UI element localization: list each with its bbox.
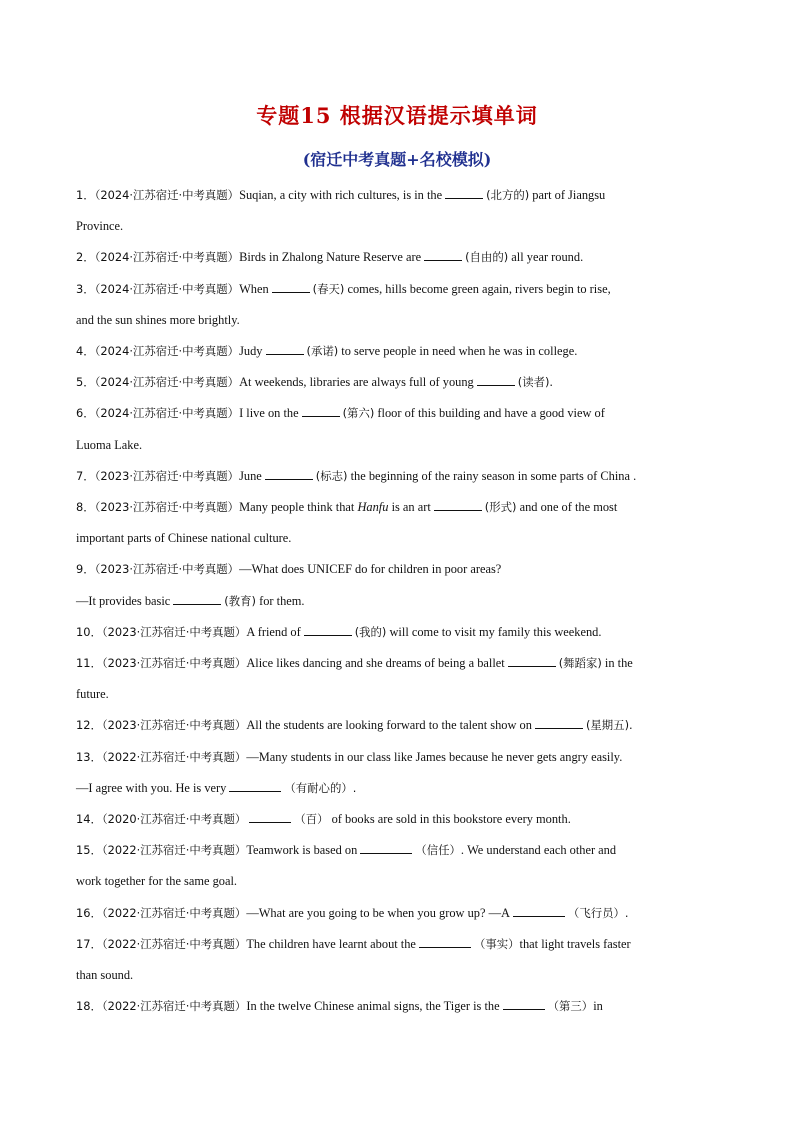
answer-blank[interactable] xyxy=(302,404,340,417)
question-text-after: comes, hills become green again, rivers begin to rise, xyxy=(347,281,611,296)
chinese-hint: (春天) xyxy=(312,281,345,296)
question-continuation: and the sun shines more brightly. xyxy=(76,312,240,327)
question-14 xyxy=(76,804,722,835)
question-text: In the twelve Chinese animal signs, the Tiger is the xyxy=(246,999,500,1014)
chinese-hint: (北方的) xyxy=(486,188,530,202)
answer-blank[interactable] xyxy=(173,592,221,605)
question-source: （2023·江苏宿迁·中考真题） xyxy=(101,624,247,639)
question-text-mid: is an art xyxy=(391,500,431,515)
question-number: 7． xyxy=(76,468,95,483)
question-15 xyxy=(76,835,722,897)
question-source: （2023·江苏宿迁·中考真题） xyxy=(94,468,240,483)
question-4 xyxy=(76,336,722,367)
question-text-after: the beginning of the rainy season in some parts of China . xyxy=(350,468,637,483)
question-source: （2022·江苏宿迁·中考真题） xyxy=(101,843,247,858)
question-source: （2024·江苏宿迁·中考真题） xyxy=(94,188,240,202)
answer-blank[interactable] xyxy=(503,997,545,1010)
question-17 xyxy=(76,929,722,991)
page-subtitle: (宿迁中考真题+名校模拟) xyxy=(302,150,492,169)
question-continuation: than sound. xyxy=(76,968,134,983)
question-number: 5． xyxy=(76,375,95,390)
question-text-after: . We understand each other and xyxy=(460,843,617,858)
question-6 xyxy=(76,398,722,460)
answer-blank[interactable] xyxy=(419,935,471,948)
question-text-after: and one of the most xyxy=(519,500,618,515)
question-2 xyxy=(76,242,722,273)
question-list xyxy=(76,180,722,1022)
question-source: （2024·江苏宿迁·中考真题） xyxy=(94,375,240,390)
question-number: 13． xyxy=(76,749,102,764)
question-continuation: work together for the same goal. xyxy=(76,874,238,889)
question-number: 10． xyxy=(76,624,102,639)
answer-blank[interactable] xyxy=(249,810,291,823)
answer-line-after: for them. xyxy=(259,593,305,608)
chinese-hint: (第六) xyxy=(342,406,375,421)
answer-blank[interactable] xyxy=(477,373,515,386)
question-text-after: part of Jiangsu xyxy=(532,188,606,202)
chinese-hint: (教育) xyxy=(224,593,256,608)
question-11 xyxy=(76,648,722,710)
italic-term: Hanfu xyxy=(357,500,389,515)
question-source: （2024·江苏宿迁·中考真题） xyxy=(94,250,240,265)
question-continuation: Luoma Lake. xyxy=(76,437,143,452)
question-text: —What does UNICEF do for children in poor areas? xyxy=(239,562,502,577)
answer-blank[interactable] xyxy=(229,779,281,792)
answer-blank[interactable] xyxy=(424,248,462,261)
question-text-after: all year round. xyxy=(511,250,584,265)
question-text: I live on the xyxy=(239,406,299,421)
answer-line-text: —It provides basic xyxy=(76,593,171,608)
question-number: 18． xyxy=(76,999,102,1014)
chinese-hint: (承诺) xyxy=(306,344,339,359)
question-source: （2022·江苏宿迁·中考真题） xyxy=(101,999,247,1014)
question-text-after: in the xyxy=(604,656,633,671)
question-number: 9． xyxy=(76,562,95,577)
question-number: 2． xyxy=(76,250,95,265)
question-text: When xyxy=(239,281,269,296)
chinese-hint: (形式) xyxy=(484,500,517,515)
question-text: Teamwork is based on xyxy=(246,843,358,858)
question-3 xyxy=(76,274,722,336)
question-continuation xyxy=(76,586,722,617)
answer-blank[interactable] xyxy=(535,716,583,729)
question-text-after: will come to visit my family this weekend. xyxy=(389,624,602,639)
question-text-after: to serve people in need when he was in college. xyxy=(341,344,578,359)
question-number: 11． xyxy=(76,656,102,671)
answer-blank[interactable] xyxy=(265,467,313,480)
question-text-after: in xyxy=(593,999,603,1014)
question-text-after: of books are sold in this bookstore every month. xyxy=(328,812,571,827)
question-text: A friend of xyxy=(246,624,301,639)
question-text: —Many students in our class like James because he never gets angry easily. xyxy=(246,749,623,764)
answer-blank[interactable] xyxy=(445,186,483,199)
question-text: All the students are looking forward to the talent show on xyxy=(246,718,532,733)
question-number: 12． xyxy=(76,718,102,733)
question-source: （2023·江苏宿迁·中考真题） xyxy=(94,562,240,577)
chinese-hint: (我的) xyxy=(354,624,387,639)
page-title: 专题15 根据汉语提示填单词 xyxy=(256,103,538,128)
chinese-hint: (星期五). xyxy=(585,718,633,733)
question-source: （2022·江苏宿迁·中考真题） xyxy=(101,749,247,764)
question-text: June xyxy=(239,468,262,483)
question-text: Many people think that xyxy=(239,500,355,515)
chinese-hint: （有耐心的）. xyxy=(284,780,357,795)
question-source: （2024·江苏宿迁·中考真题） xyxy=(94,281,240,296)
question-13 xyxy=(76,742,722,804)
question-9 xyxy=(76,554,722,616)
question-5 xyxy=(76,367,722,398)
question-number: 17． xyxy=(76,936,102,951)
answer-line-text: —I agree with you. He is very xyxy=(76,780,227,795)
question-7 xyxy=(76,461,722,492)
question-text: Suqian, a city with rich cultures, is in the xyxy=(239,188,443,202)
answer-blank[interactable] xyxy=(266,342,304,355)
question-source: （2023·江苏宿迁·中考真题） xyxy=(101,656,247,671)
question-number: 8． xyxy=(76,500,95,515)
question-text-after: floor of this building and have a good view of xyxy=(377,406,605,421)
question-text: Judy xyxy=(239,344,263,359)
question-number: 6． xyxy=(76,406,95,421)
answer-blank[interactable] xyxy=(304,623,352,636)
question-continuation xyxy=(76,773,722,804)
question-continuation: Province. xyxy=(76,219,124,234)
question-number: 15． xyxy=(76,843,102,858)
answer-blank[interactable] xyxy=(513,904,565,917)
question-10 xyxy=(76,617,722,648)
answer-blank[interactable] xyxy=(272,280,310,293)
question-number: 16． xyxy=(76,905,102,920)
question-source: （2023·江苏宿迁·中考真题） xyxy=(94,500,240,515)
chinese-hint: （信任） xyxy=(415,843,461,858)
chinese-hint: （第三） xyxy=(547,999,594,1014)
chinese-hint: （飞行员）. xyxy=(567,905,629,920)
answer-blank[interactable] xyxy=(434,498,482,511)
question-16 xyxy=(76,898,722,929)
chinese-hint: (自由的) xyxy=(465,250,509,265)
question-source: （2024·江苏宿迁·中考真题） xyxy=(94,344,240,359)
question-continuation: important parts of Chinese national culture. xyxy=(76,531,292,546)
question-source: （2023·江苏宿迁·中考真题） xyxy=(101,718,247,733)
chinese-hint: （事实） xyxy=(473,936,520,951)
question-number: 14． xyxy=(76,812,102,827)
question-number: 4． xyxy=(76,344,95,359)
question-source: （2024·江苏宿迁·中考真题） xyxy=(94,406,240,421)
question-source: （2022·江苏宿迁·中考真题） xyxy=(101,905,247,920)
question-source: （2022·江苏宿迁·中考真题） xyxy=(101,936,247,951)
chinese-hint: (标志) xyxy=(315,468,348,483)
question-text: At weekends, libraries are always full of young xyxy=(239,375,474,390)
question-source: （2020·江苏宿迁·中考真题） xyxy=(101,812,247,827)
question-8 xyxy=(76,492,722,554)
question-text: —What are you going to be when you grow up? —A xyxy=(246,905,510,920)
question-text-after: that light travels faster xyxy=(519,936,631,951)
question-text: Birds in Zhalong Nature Reserve are xyxy=(239,250,422,265)
question-number: 3． xyxy=(76,281,95,296)
answer-blank[interactable] xyxy=(508,654,556,667)
chinese-hint: (舞蹈家) xyxy=(558,656,602,671)
question-18 xyxy=(76,991,722,1022)
question-12 xyxy=(76,710,722,741)
question-1 xyxy=(76,180,722,242)
question-continuation: future. xyxy=(76,687,109,702)
question-text: The children have learnt about the xyxy=(246,936,416,951)
question-number: 1． xyxy=(76,188,95,202)
chinese-hint: （百） xyxy=(294,812,329,827)
chinese-hint: (读者). xyxy=(517,375,554,390)
question-text: Alice likes dancing and she dreams of being a ballet xyxy=(246,656,505,671)
answer-blank[interactable] xyxy=(360,841,412,854)
